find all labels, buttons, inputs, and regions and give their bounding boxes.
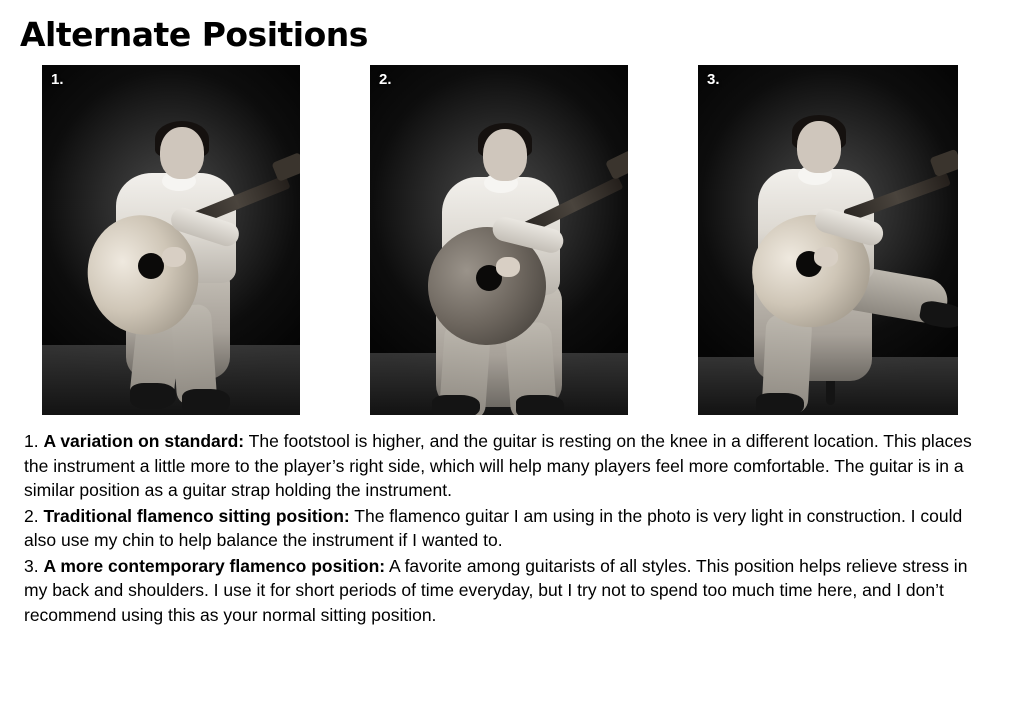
caption-2-body: The flamenco guitar I am using in the photo is very light in construction. I could also use my chin to help balance the instrument if I wanted to. <box>24 505 963 550</box>
shoe <box>130 383 176 409</box>
guitar-sound-hole <box>138 253 164 279</box>
captions <box>14 429 996 627</box>
document-page <box>0 15 1010 713</box>
hand <box>162 247 186 267</box>
caption-3 <box>24 554 986 628</box>
guitar-headstock <box>605 150 628 180</box>
figure-3 <box>698 65 958 415</box>
photo-number-1: 1. <box>51 71 64 88</box>
caption-1-number: 1. <box>24 431 44 451</box>
photo-2 <box>370 65 628 415</box>
caption-3-lead: A more contemporary flamenco position: <box>43 555 386 576</box>
caption-1-body: The footstool is higher, and the guitar is resting on the knee in a different location. This places the instrument a little more to the player’s right side, which will help many players feel more comfortable. The guitar is in a similar position as a guitar strap holding the instrument. <box>24 431 972 500</box>
shoe <box>918 299 958 330</box>
caption-3-body: A favorite among guitarists of all styles. This position helps relieve stress in my back and shoulders. I use it for short periods of time everyday, but I try not to spend too much time here, and I don’t recommend using this as your normal sitting position. <box>24 555 968 625</box>
page-title: Alternate Positions <box>20 15 368 54</box>
shoe <box>432 395 480 415</box>
hand <box>814 247 838 267</box>
guitar-headstock <box>929 149 958 177</box>
photo-1 <box>42 65 300 415</box>
caption-1-lead: A variation on standard: <box>43 431 245 451</box>
photo-number-3: 3. <box>707 71 720 88</box>
shoe <box>756 393 804 415</box>
photo-3 <box>698 65 958 415</box>
photo-row <box>14 65 996 415</box>
head <box>160 127 204 179</box>
photo-number-2: 2. <box>379 71 392 88</box>
head <box>483 129 527 181</box>
caption-2-lead: Traditional flamenco sitting position: <box>43 505 350 526</box>
caption-3-number: 3. <box>24 555 44 576</box>
shoe <box>182 389 230 415</box>
caption-2-number: 2. <box>24 505 44 526</box>
hand <box>496 257 520 277</box>
figure-1 <box>42 65 300 415</box>
guitar-headstock <box>271 152 300 182</box>
figure-2 <box>370 65 628 415</box>
caption-1 <box>24 429 986 503</box>
shoe <box>516 395 564 415</box>
caption-2 <box>24 504 986 553</box>
head <box>797 121 841 173</box>
